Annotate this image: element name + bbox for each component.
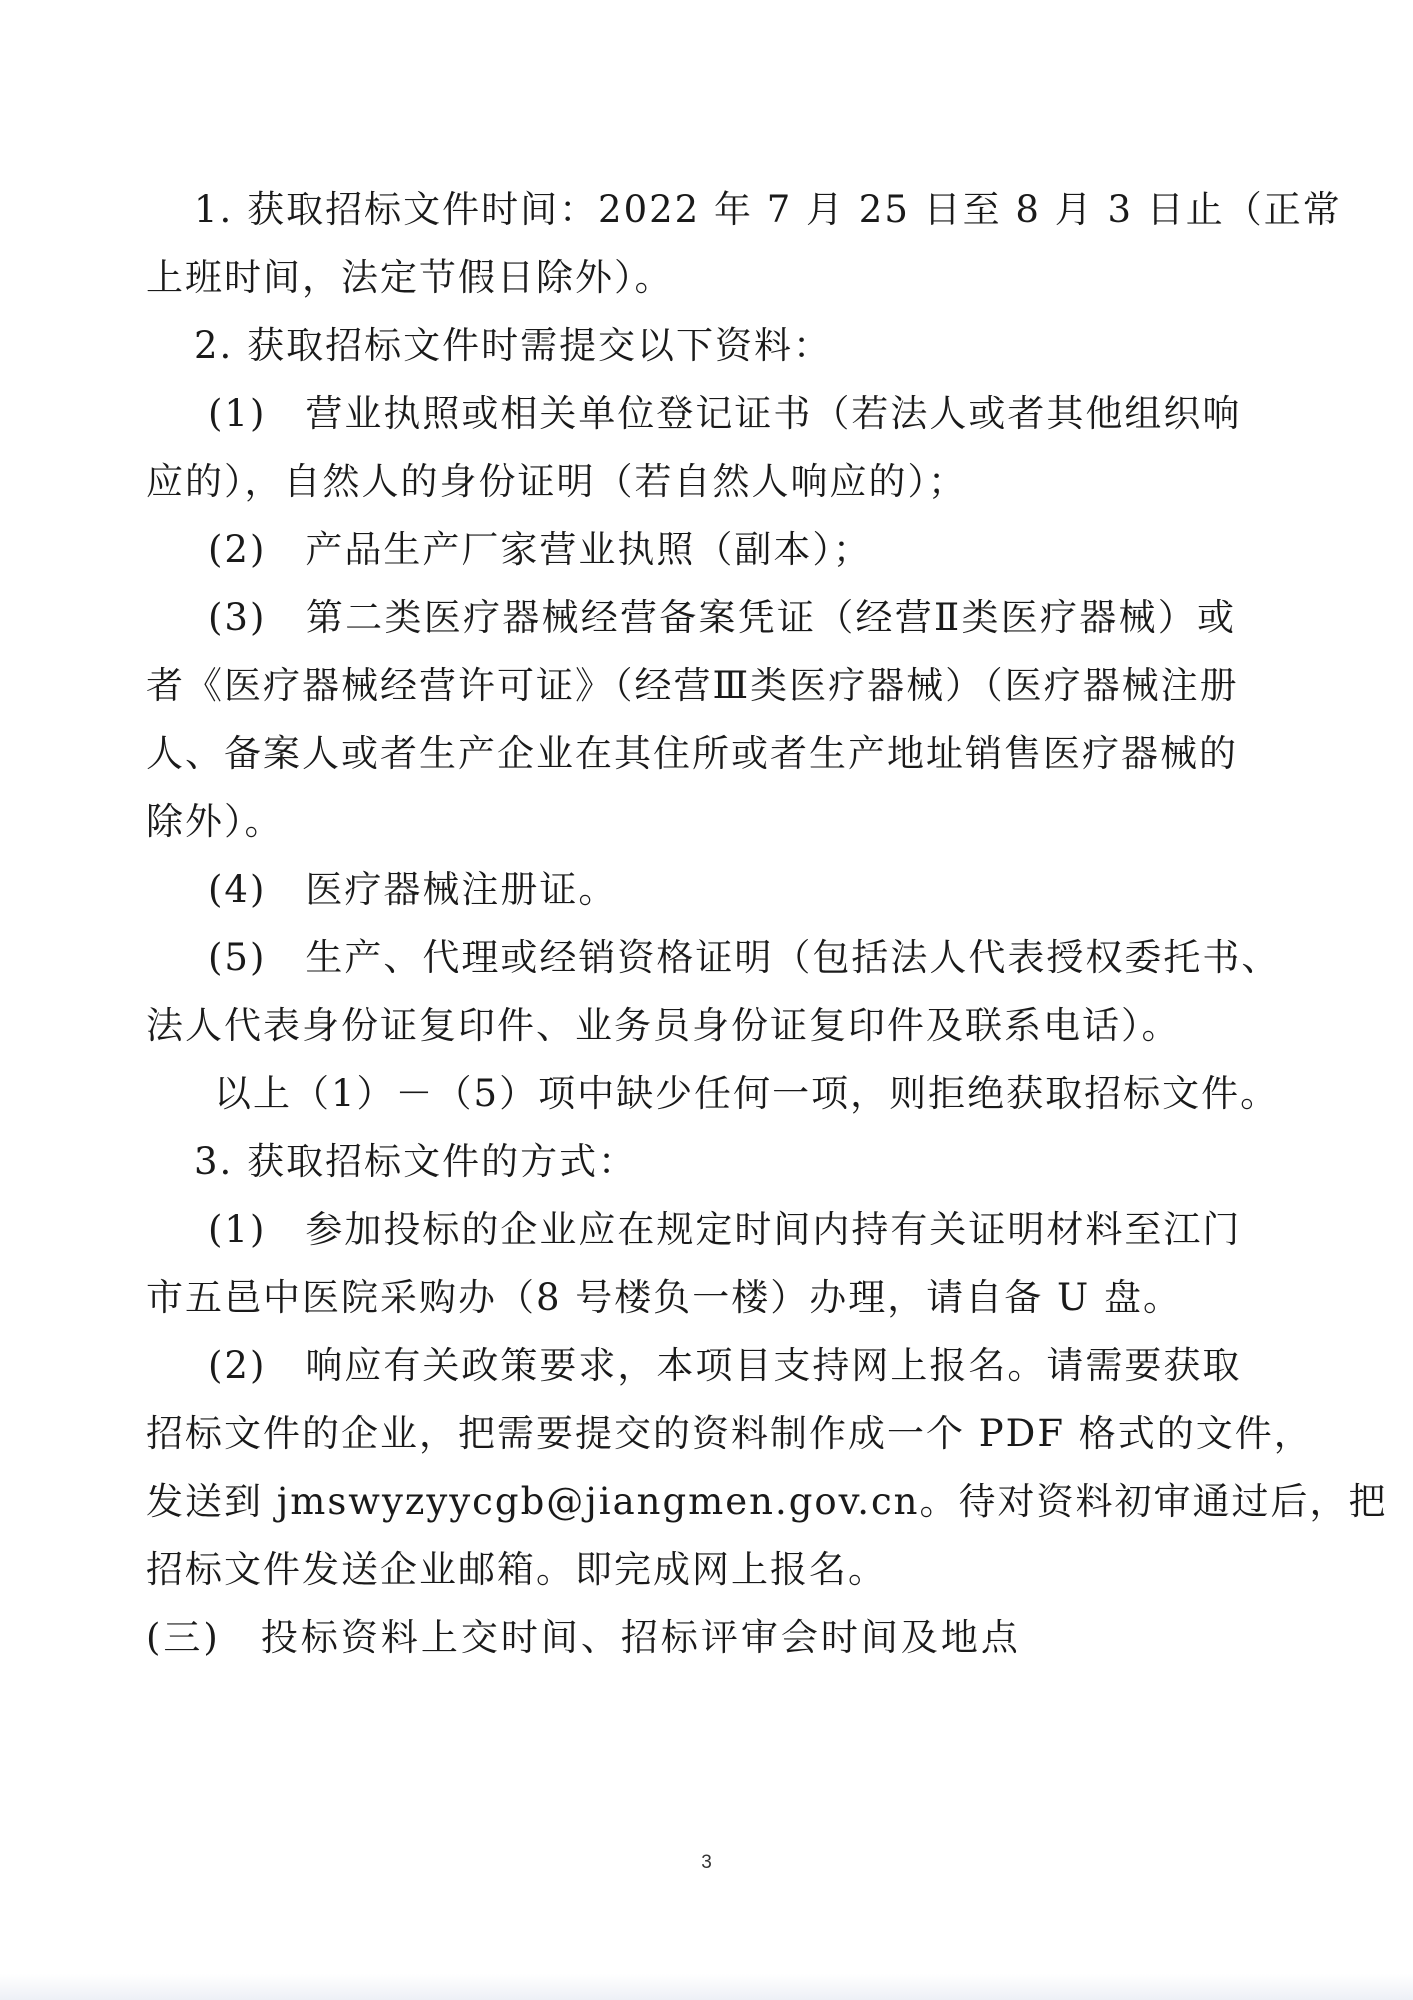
item-2-1-line2: 应的），自然人的身份证明（若自然人响应的）； — [146, 460, 967, 503]
document-body — [146, 176, 1388, 1672]
item-3-2-line3-email: 发送到 jmswyzyycgb@jiangmen.gov.cn。待对资料初审通过后，把 — [146, 1480, 1388, 1523]
item-1-time-line1: 1. 获取招标文件时间：2022 年 7 月 25 日至 8 月 3 日止（正常 — [194, 188, 1342, 231]
item-3-2-line4: 招标文件发送企业邮箱。即完成网上报名。 — [146, 1548, 887, 1591]
item-2-4: (4) 医疗器械注册证。 — [208, 868, 618, 911]
item-2-5-line1: (5) 生产、代理或经销资格证明（包括法人代表授权委托书、 — [208, 936, 1281, 979]
item-2-heading: 2. 获取招标文件时需提交以下资料： — [194, 324, 833, 367]
item-3-2-line1: (2) 响应有关政策要求，本项目支持网上报名。请需要获取 — [208, 1344, 1242, 1387]
item-2-2: (2) 产品生产厂家营业执照（副本）； — [208, 528, 872, 571]
item-3-1-line2: 市五邑中医院采购办（8 号楼负一楼）办理，请自备 U 盘。 — [146, 1276, 1183, 1319]
item-3-2-line2: 招标文件的企业，把需要提交的资料制作成一个 PDF 格式的文件， — [146, 1412, 1313, 1455]
item-2-3-line4: 除外）。 — [146, 800, 284, 843]
item-1-time-line2: 上班时间，法定节假日除外）。 — [146, 256, 674, 299]
scan-edge-shading — [0, 1974, 1413, 2000]
item-3-1-line1: (1) 参加投标的企业应在规定时间内持有关证明材料至江门 — [208, 1208, 1242, 1251]
missing-items-note: 以上（1）－（5）项中缺少任何一项，则拒绝获取招标文件。 — [214, 1072, 1280, 1115]
item-2-1-line1: (1) 营业执照或相关单位登记证书（若法人或者其他组织响 — [208, 392, 1242, 435]
item-2-5-line2: 法人代表身份证复印件、业务员身份证复印件及联系电话）。 — [146, 1004, 1181, 1047]
item-3-heading: 3. 获取招标文件的方式： — [194, 1140, 638, 1183]
item-2-3-line2: 者《医疗器械经营许可证》（经营Ⅲ类医疗器械）（医疗器械注册 — [146, 664, 1239, 707]
page-number: 3 — [701, 1852, 712, 1873]
section-3-heading: (三) 投标资料上交时间、招标评审会时间及地点 — [146, 1616, 1021, 1659]
item-2-3-line1: (3) 第二类医疗器械经营备案凭证（经营Ⅱ类医疗器械）或 — [208, 596, 1236, 639]
item-2-3-line3: 人、备案人或者生产企业在其住所或者生产地址销售医疗器械的 — [146, 732, 1238, 775]
